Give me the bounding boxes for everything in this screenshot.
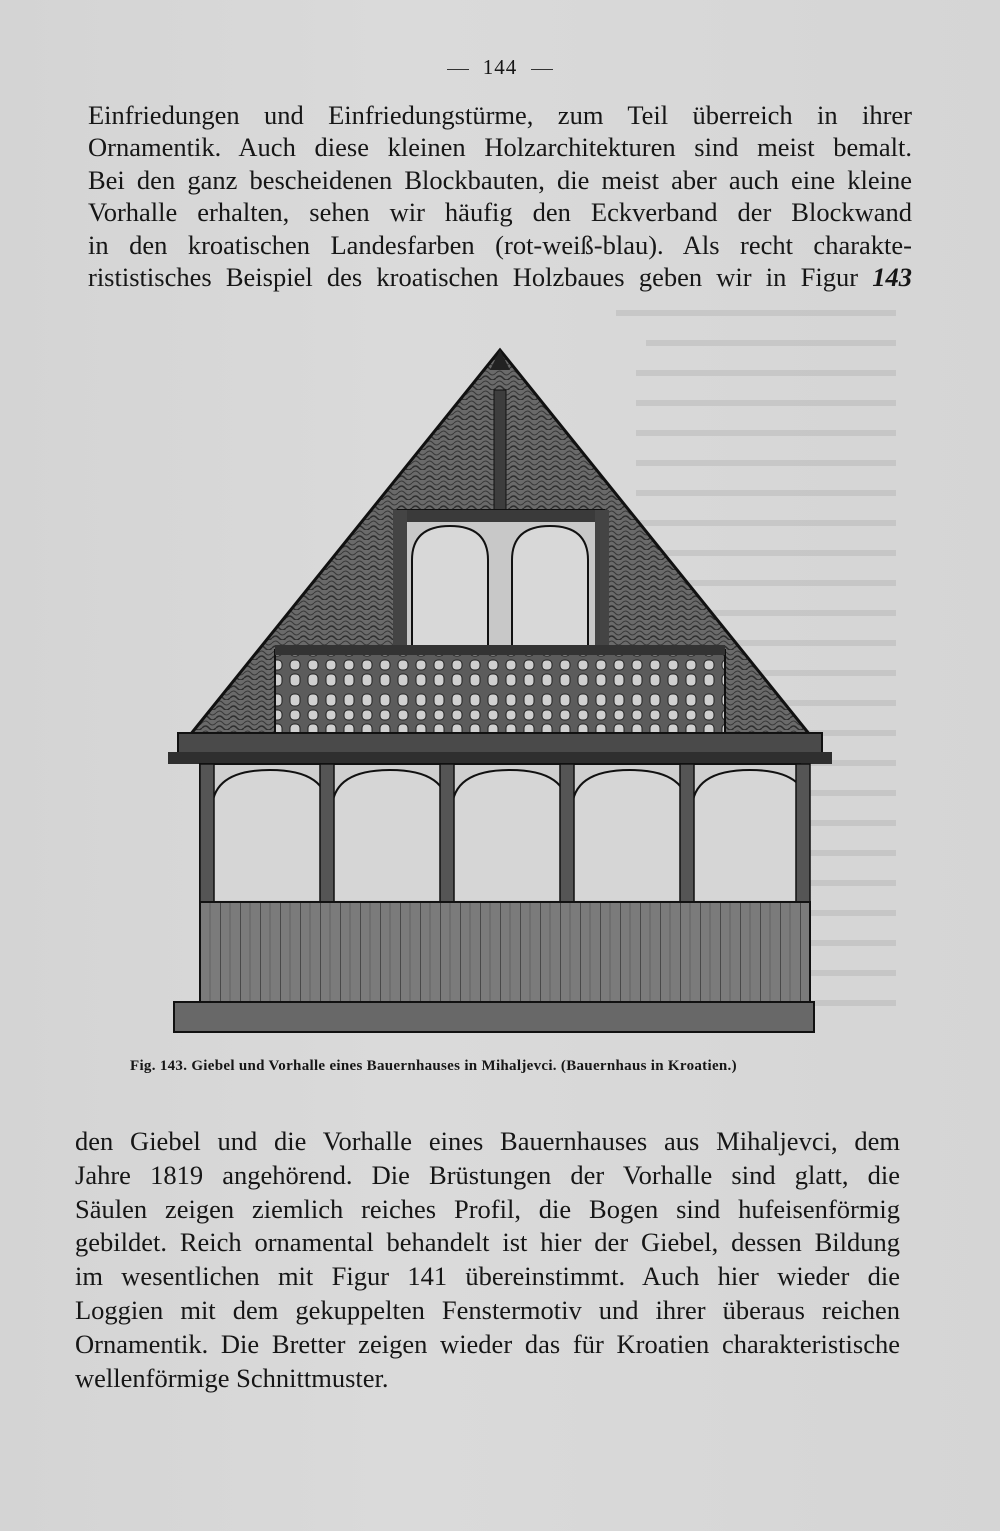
gable-balustrade: [275, 650, 725, 735]
text-line: gebildet. Reich ornamental behandelt ist hier der Giebel, dessen Bildung: [75, 1227, 900, 1258]
figure-caption: Fig. 143. Giebel und Vorhalle eines Bauernhauses in Mihaljevci. (Bauernhaus in Kroatien.): [130, 1058, 737, 1074]
intro-paragraph: [88, 99, 912, 293]
text-line: Vorhalle erhalten, sehen wir häufig den Eckverband der Blockwand: [88, 197, 912, 228]
page-number-dash-left: [447, 69, 469, 70]
page-number-text: 144: [482, 55, 518, 79]
figure-illustration-gable-porch: [160, 340, 840, 1040]
text-line: Ornamentik. Auch diese kleinen Holzarchitekturen sind meist bemalt.: [88, 132, 912, 163]
closing-paragraph: [75, 1125, 900, 1395]
text-line-with-figure-ref: [88, 261, 912, 293]
text-line: Loggien mit dem gekuppelten Fenstermotiv und ihrer überaus reichen: [75, 1294, 900, 1325]
porch-sill: [174, 1002, 814, 1032]
page-number-dash-right: [531, 69, 553, 70]
text-line: Jahre 1819 angehörend. Die Brüstungen der Vorhalle sind glatt, die: [75, 1159, 900, 1190]
text-line: im wesentlichen mit Figur 141 übereinstimmt. Auch hier wieder die: [75, 1261, 900, 1292]
porch-arcade: [200, 764, 808, 904]
figure-reference: 143: [872, 262, 912, 293]
text-line: Ornamentik. Die Bretter zeigen wieder das für Kroatien charakteristische: [75, 1328, 900, 1359]
text-line: rististisches Beispiel des kroatischen Holzbaues geben wir in Figur: [88, 262, 859, 293]
page-number: [0, 55, 1000, 80]
text-line: den Giebel und die Vorhalle eines Bauernhauses aus Mihaljevci, dem: [75, 1126, 900, 1156]
eave-beam: [178, 733, 822, 755]
text-line: wellenförmige Schnittmuster.: [75, 1362, 389, 1393]
text-line: Einfriedungen und Einfriedungstürme, zum Teil überreich in ihrer: [88, 100, 912, 130]
text-line: in den kroatischen Landesfarben (rot-weiß-blau). Als recht charakte-: [88, 229, 912, 260]
text-line: Säulen zeigen ziemlich reiches Profil, die Bogen sind hufeisenförmig: [75, 1193, 900, 1224]
text-line: Bei den ganz bescheidenen Blockbauten, die meist aber auch eine kleine: [88, 164, 912, 195]
